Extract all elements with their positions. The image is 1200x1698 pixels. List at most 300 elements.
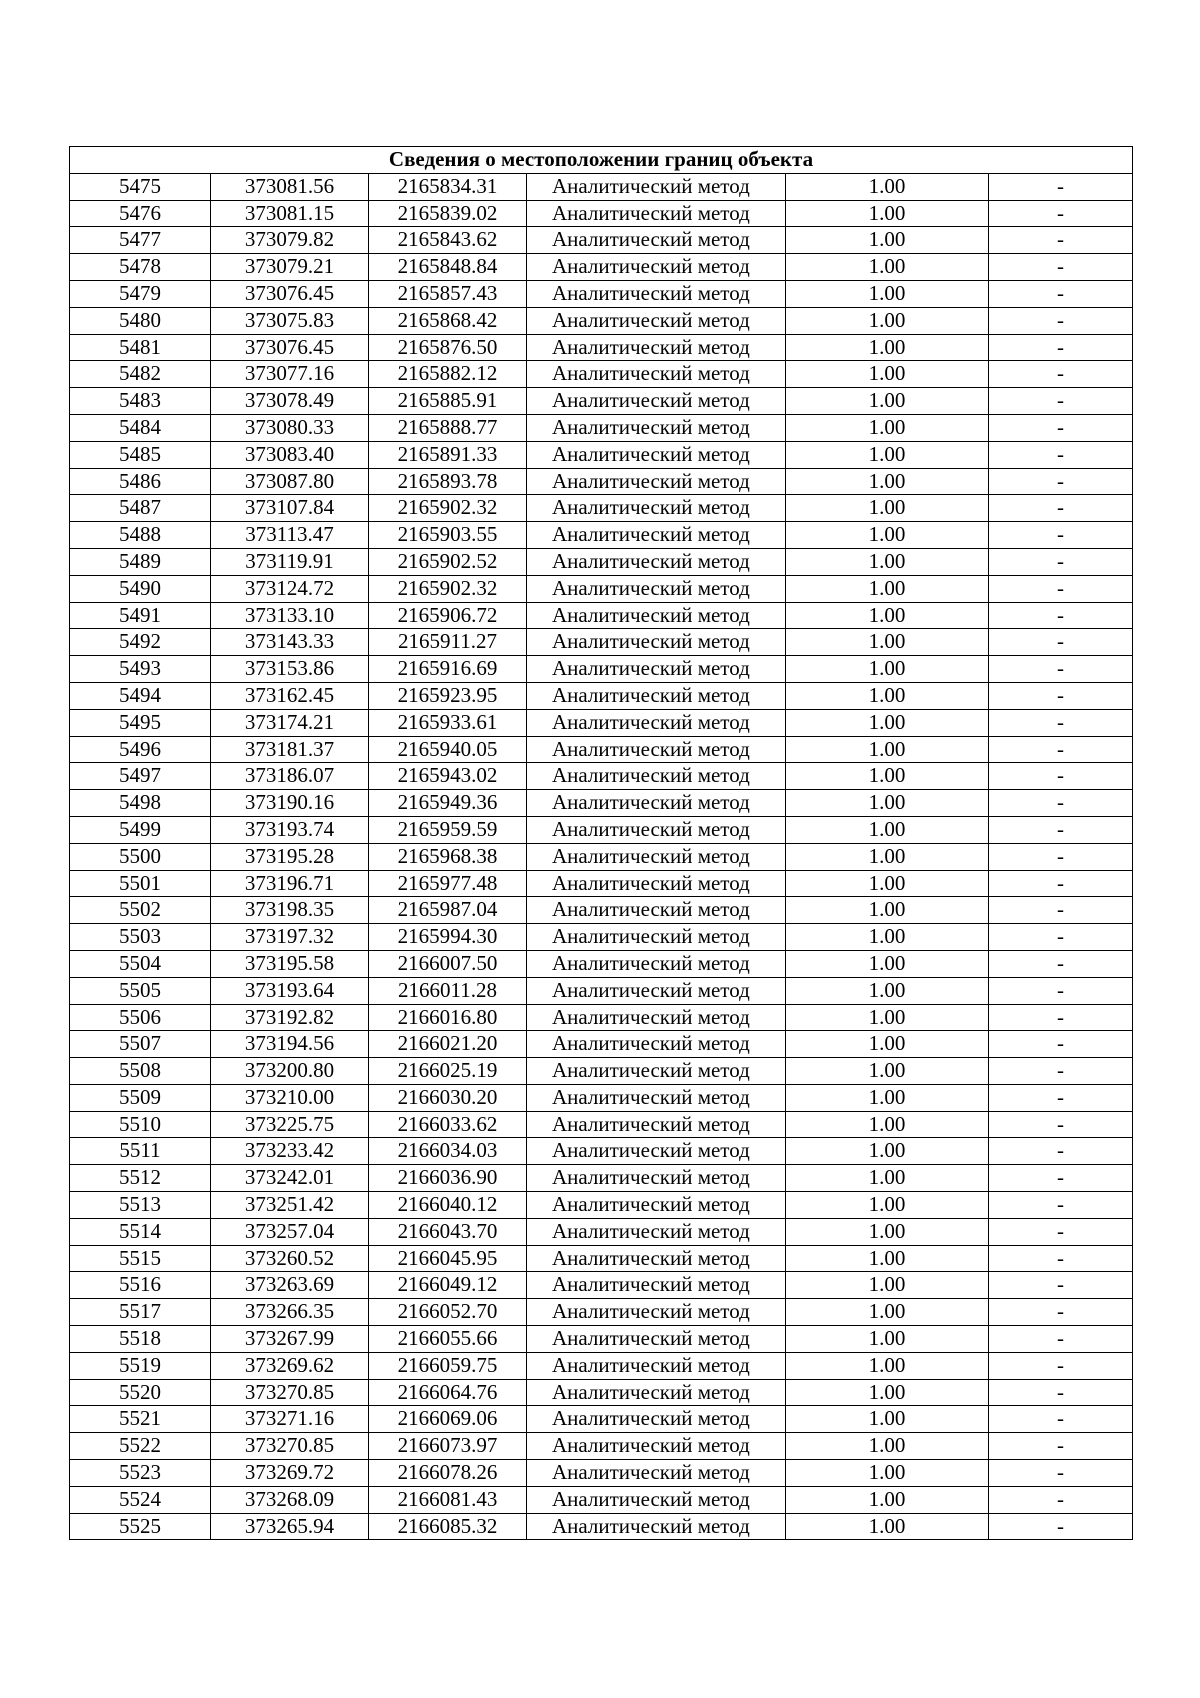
method-cell: Аналитический метод [527, 1084, 786, 1111]
accuracy-cell: 1.00 [786, 388, 989, 415]
description-cell: - [989, 1245, 1133, 1272]
method-cell: Аналитический метод [527, 763, 786, 790]
method-cell: Аналитический метод [527, 1326, 786, 1353]
accuracy-cell: 1.00 [786, 1218, 989, 1245]
y-coordinate-cell: 2165893.78 [369, 468, 527, 495]
description-cell: - [989, 1165, 1133, 1192]
x-coordinate-cell: 373107.84 [211, 495, 369, 522]
point-number-cell: 5505 [70, 977, 211, 1004]
description-cell: - [989, 1433, 1133, 1460]
y-coordinate-cell: 2166036.90 [369, 1165, 527, 1192]
table-row [70, 361, 1133, 388]
table-row [70, 575, 1133, 602]
accuracy-cell: 1.00 [786, 816, 989, 843]
x-coordinate-cell: 373265.94 [211, 1513, 369, 1540]
method-cell: Аналитический метод [527, 682, 786, 709]
y-coordinate-cell: 2165968.38 [369, 843, 527, 870]
point-number-cell: 5486 [70, 468, 211, 495]
point-number-cell: 5501 [70, 870, 211, 897]
x-coordinate-cell: 373195.28 [211, 843, 369, 870]
y-coordinate-cell: 2165834.31 [369, 173, 527, 200]
y-coordinate-cell: 2165902.52 [369, 548, 527, 575]
method-cell: Аналитический метод [527, 441, 786, 468]
description-cell: - [989, 1138, 1133, 1165]
method-cell: Аналитический метод [527, 736, 786, 763]
y-coordinate-cell: 2165977.48 [369, 870, 527, 897]
method-cell: Аналитический метод [527, 977, 786, 1004]
method-cell: Аналитический метод [527, 870, 786, 897]
y-coordinate-cell: 2166064.76 [369, 1379, 527, 1406]
point-number-cell: 5515 [70, 1245, 211, 1272]
point-number-cell: 5519 [70, 1352, 211, 1379]
point-number-cell: 5510 [70, 1111, 211, 1138]
description-cell: - [989, 1192, 1133, 1219]
x-coordinate-cell: 373257.04 [211, 1218, 369, 1245]
accuracy-cell: 1.00 [786, 254, 989, 281]
point-number-cell: 5511 [70, 1138, 211, 1165]
table-row [70, 736, 1133, 763]
x-coordinate-cell: 373133.10 [211, 602, 369, 629]
y-coordinate-cell: 2165848.84 [369, 254, 527, 281]
boundary-coordinates-table [69, 146, 1133, 1540]
x-coordinate-cell: 373153.86 [211, 656, 369, 683]
description-cell: - [989, 763, 1133, 790]
point-number-cell: 5493 [70, 656, 211, 683]
method-cell: Аналитический метод [527, 468, 786, 495]
accuracy-cell: 1.00 [786, 1433, 989, 1460]
point-number-cell: 5512 [70, 1165, 211, 1192]
description-cell: - [989, 682, 1133, 709]
method-cell: Аналитический метод [527, 709, 786, 736]
table-row [70, 1299, 1133, 1326]
description-cell: - [989, 656, 1133, 683]
method-cell: Аналитический метод [527, 924, 786, 951]
y-coordinate-cell: 2165903.55 [369, 522, 527, 549]
method-cell: Аналитический метод [527, 950, 786, 977]
point-number-cell: 5489 [70, 548, 211, 575]
y-coordinate-cell: 2166085.32 [369, 1513, 527, 1540]
point-number-cell: 5523 [70, 1460, 211, 1487]
point-number-cell: 5507 [70, 1031, 211, 1058]
method-cell: Аналитический метод [527, 656, 786, 683]
x-coordinate-cell: 373194.56 [211, 1031, 369, 1058]
y-coordinate-cell: 2166007.50 [369, 950, 527, 977]
point-number-cell: 5477 [70, 227, 211, 254]
description-cell: - [989, 1486, 1133, 1513]
accuracy-cell: 1.00 [786, 1084, 989, 1111]
accuracy-cell: 1.00 [786, 1513, 989, 1540]
accuracy-cell: 1.00 [786, 924, 989, 951]
description-cell: - [989, 1299, 1133, 1326]
point-number-cell: 5504 [70, 950, 211, 977]
table-row [70, 414, 1133, 441]
method-cell: Аналитический метод [527, 1058, 786, 1085]
point-number-cell: 5518 [70, 1326, 211, 1353]
table-row [70, 468, 1133, 495]
table-row [70, 227, 1133, 254]
accuracy-cell: 1.00 [786, 1352, 989, 1379]
point-number-cell: 5520 [70, 1379, 211, 1406]
description-cell: - [989, 1352, 1133, 1379]
point-number-cell: 5495 [70, 709, 211, 736]
point-number-cell: 5499 [70, 816, 211, 843]
method-cell: Аналитический метод [527, 1004, 786, 1031]
description-cell: - [989, 495, 1133, 522]
x-coordinate-cell: 373270.85 [211, 1379, 369, 1406]
point-number-cell: 5497 [70, 763, 211, 790]
x-coordinate-cell: 373113.47 [211, 522, 369, 549]
description-cell: - [989, 1406, 1133, 1433]
accuracy-cell: 1.00 [786, 709, 989, 736]
x-coordinate-cell: 373119.91 [211, 548, 369, 575]
x-coordinate-cell: 373077.16 [211, 361, 369, 388]
method-cell: Аналитический метод [527, 1299, 786, 1326]
description-cell: - [989, 414, 1133, 441]
method-cell: Аналитический метод [527, 307, 786, 334]
method-cell: Аналитический метод [527, 1406, 786, 1433]
accuracy-cell: 1.00 [786, 1192, 989, 1219]
table-row [70, 522, 1133, 549]
method-cell: Аналитический метод [527, 361, 786, 388]
table-row [70, 334, 1133, 361]
method-cell: Аналитический метод [527, 629, 786, 656]
x-coordinate-cell: 373263.69 [211, 1272, 369, 1299]
accuracy-cell: 1.00 [786, 736, 989, 763]
y-coordinate-cell: 2165933.61 [369, 709, 527, 736]
table-row [70, 870, 1133, 897]
accuracy-cell: 1.00 [786, 1111, 989, 1138]
method-cell: Аналитический метод [527, 790, 786, 817]
method-cell: Аналитический метод [527, 1138, 786, 1165]
y-coordinate-cell: 2165891.33 [369, 441, 527, 468]
y-coordinate-cell: 2166049.12 [369, 1272, 527, 1299]
x-coordinate-cell: 373242.01 [211, 1165, 369, 1192]
y-coordinate-cell: 2165940.05 [369, 736, 527, 763]
table-row [70, 897, 1133, 924]
y-coordinate-cell: 2165857.43 [369, 280, 527, 307]
description-cell: - [989, 388, 1133, 415]
table-row [70, 173, 1133, 200]
x-coordinate-cell: 373200.80 [211, 1058, 369, 1085]
point-number-cell: 5475 [70, 173, 211, 200]
point-number-cell: 5506 [70, 1004, 211, 1031]
table-title: Сведения о местоположении границ объекта [70, 147, 1133, 174]
point-number-cell: 5490 [70, 575, 211, 602]
table-row [70, 200, 1133, 227]
point-number-cell: 5517 [70, 1299, 211, 1326]
table-row [70, 977, 1133, 1004]
description-cell: - [989, 1326, 1133, 1353]
method-cell: Аналитический метод [527, 414, 786, 441]
method-cell: Аналитический метод [527, 602, 786, 629]
method-cell: Аналитический метод [527, 548, 786, 575]
point-number-cell: 5481 [70, 334, 211, 361]
x-coordinate-cell: 373269.72 [211, 1460, 369, 1487]
description-cell: - [989, 200, 1133, 227]
y-coordinate-cell: 2165949.36 [369, 790, 527, 817]
point-number-cell: 5488 [70, 522, 211, 549]
y-coordinate-cell: 2165902.32 [369, 495, 527, 522]
x-coordinate-cell: 373198.35 [211, 897, 369, 924]
description-cell: - [989, 1460, 1133, 1487]
accuracy-cell: 1.00 [786, 468, 989, 495]
point-number-cell: 5480 [70, 307, 211, 334]
accuracy-cell: 1.00 [786, 1486, 989, 1513]
accuracy-cell: 1.00 [786, 307, 989, 334]
y-coordinate-cell: 2166059.75 [369, 1352, 527, 1379]
accuracy-cell: 1.00 [786, 173, 989, 200]
x-coordinate-cell: 373210.00 [211, 1084, 369, 1111]
point-number-cell: 5513 [70, 1192, 211, 1219]
method-cell: Аналитический метод [527, 1111, 786, 1138]
x-coordinate-cell: 373269.62 [211, 1352, 369, 1379]
y-coordinate-cell: 2166045.95 [369, 1245, 527, 1272]
y-coordinate-cell: 2166016.80 [369, 1004, 527, 1031]
x-coordinate-cell: 373260.52 [211, 1245, 369, 1272]
point-number-cell: 5498 [70, 790, 211, 817]
table-row [70, 816, 1133, 843]
x-coordinate-cell: 373186.07 [211, 763, 369, 790]
point-number-cell: 5522 [70, 1433, 211, 1460]
accuracy-cell: 1.00 [786, 548, 989, 575]
point-number-cell: 5491 [70, 602, 211, 629]
method-cell: Аналитический метод [527, 388, 786, 415]
table-row [70, 656, 1133, 683]
table-row [70, 709, 1133, 736]
y-coordinate-cell: 2166040.12 [369, 1192, 527, 1219]
method-cell: Аналитический метод [527, 1218, 786, 1245]
y-coordinate-cell: 2165839.02 [369, 200, 527, 227]
description-cell: - [989, 897, 1133, 924]
method-cell: Аналитический метод [527, 897, 786, 924]
x-coordinate-cell: 373193.74 [211, 816, 369, 843]
description-cell: - [989, 1031, 1133, 1058]
accuracy-cell: 1.00 [786, 1165, 989, 1192]
description-cell: - [989, 1218, 1133, 1245]
table-body [70, 173, 1133, 1540]
table-row [70, 1058, 1133, 1085]
x-coordinate-cell: 373076.45 [211, 334, 369, 361]
description-cell: - [989, 602, 1133, 629]
point-number-cell: 5482 [70, 361, 211, 388]
accuracy-cell: 1.00 [786, 1299, 989, 1326]
y-coordinate-cell: 2165888.77 [369, 414, 527, 441]
method-cell: Аналитический метод [527, 1460, 786, 1487]
x-coordinate-cell: 373268.09 [211, 1486, 369, 1513]
x-coordinate-cell: 373193.64 [211, 977, 369, 1004]
method-cell: Аналитический метод [527, 280, 786, 307]
accuracy-cell: 1.00 [786, 575, 989, 602]
description-cell: - [989, 709, 1133, 736]
y-coordinate-cell: 2165959.59 [369, 816, 527, 843]
description-cell: - [989, 280, 1133, 307]
x-coordinate-cell: 373124.72 [211, 575, 369, 602]
x-coordinate-cell: 373233.42 [211, 1138, 369, 1165]
y-coordinate-cell: 2166081.43 [369, 1486, 527, 1513]
description-cell: - [989, 575, 1133, 602]
x-coordinate-cell: 373267.99 [211, 1326, 369, 1353]
x-coordinate-cell: 373075.83 [211, 307, 369, 334]
accuracy-cell: 1.00 [786, 1138, 989, 1165]
y-coordinate-cell: 2165987.04 [369, 897, 527, 924]
accuracy-cell: 1.00 [786, 1379, 989, 1406]
x-coordinate-cell: 373197.32 [211, 924, 369, 951]
description-cell: - [989, 1084, 1133, 1111]
description-cell: - [989, 816, 1133, 843]
table-row [70, 602, 1133, 629]
method-cell: Аналитический метод [527, 1245, 786, 1272]
point-number-cell: 5521 [70, 1406, 211, 1433]
method-cell: Аналитический метод [527, 1433, 786, 1460]
x-coordinate-cell: 373078.49 [211, 388, 369, 415]
method-cell: Аналитический метод [527, 200, 786, 227]
point-number-cell: 5487 [70, 495, 211, 522]
description-cell: - [989, 334, 1133, 361]
accuracy-cell: 1.00 [786, 1326, 989, 1353]
table-row [70, 307, 1133, 334]
table-row [70, 1272, 1133, 1299]
y-coordinate-cell: 2165906.72 [369, 602, 527, 629]
description-cell: - [989, 441, 1133, 468]
table-row [70, 1379, 1133, 1406]
y-coordinate-cell: 2166078.26 [369, 1460, 527, 1487]
method-cell: Аналитический метод [527, 334, 786, 361]
table-row [70, 1192, 1133, 1219]
y-coordinate-cell: 2166069.06 [369, 1406, 527, 1433]
y-coordinate-cell: 2165843.62 [369, 227, 527, 254]
x-coordinate-cell: 373271.16 [211, 1406, 369, 1433]
table-row [70, 1031, 1133, 1058]
accuracy-cell: 1.00 [786, 1004, 989, 1031]
description-cell: - [989, 307, 1133, 334]
x-coordinate-cell: 373174.21 [211, 709, 369, 736]
x-coordinate-cell: 373083.40 [211, 441, 369, 468]
description-cell: - [989, 548, 1133, 575]
method-cell: Аналитический метод [527, 843, 786, 870]
y-coordinate-cell: 2166043.70 [369, 1218, 527, 1245]
table-row [70, 1245, 1133, 1272]
x-coordinate-cell: 373251.42 [211, 1192, 369, 1219]
point-number-cell: 5484 [70, 414, 211, 441]
y-coordinate-cell: 2165994.30 [369, 924, 527, 951]
point-number-cell: 5492 [70, 629, 211, 656]
table-row [70, 441, 1133, 468]
table-row [70, 1004, 1133, 1031]
table-row [70, 682, 1133, 709]
point-number-cell: 5525 [70, 1513, 211, 1540]
method-cell: Аналитический метод [527, 1379, 786, 1406]
point-number-cell: 5508 [70, 1058, 211, 1085]
description-cell: - [989, 950, 1133, 977]
point-number-cell: 5496 [70, 736, 211, 763]
y-coordinate-cell: 2165943.02 [369, 763, 527, 790]
description-cell: - [989, 1272, 1133, 1299]
table-row [70, 280, 1133, 307]
method-cell: Аналитический метод [527, 495, 786, 522]
table-row [70, 495, 1133, 522]
y-coordinate-cell: 2166025.19 [369, 1058, 527, 1085]
point-number-cell: 5509 [70, 1084, 211, 1111]
y-coordinate-cell: 2166033.62 [369, 1111, 527, 1138]
method-cell: Аналитический метод [527, 254, 786, 281]
x-coordinate-cell: 373081.15 [211, 200, 369, 227]
accuracy-cell: 1.00 [786, 280, 989, 307]
method-cell: Аналитический метод [527, 1031, 786, 1058]
point-number-cell: 5494 [70, 682, 211, 709]
method-cell: Аналитический метод [527, 1352, 786, 1379]
y-coordinate-cell: 2165885.91 [369, 388, 527, 415]
description-cell: - [989, 522, 1133, 549]
y-coordinate-cell: 2165911.27 [369, 629, 527, 656]
accuracy-cell: 1.00 [786, 977, 989, 1004]
accuracy-cell: 1.00 [786, 1272, 989, 1299]
point-number-cell: 5503 [70, 924, 211, 951]
accuracy-cell: 1.00 [786, 629, 989, 656]
method-cell: Аналитический метод [527, 575, 786, 602]
method-cell: Аналитический метод [527, 816, 786, 843]
table-title-row [70, 147, 1133, 174]
y-coordinate-cell: 2165916.69 [369, 656, 527, 683]
accuracy-cell: 1.00 [786, 682, 989, 709]
x-coordinate-cell: 373079.82 [211, 227, 369, 254]
accuracy-cell: 1.00 [786, 1245, 989, 1272]
point-number-cell: 5500 [70, 843, 211, 870]
accuracy-cell: 1.00 [786, 414, 989, 441]
table-row [70, 548, 1133, 575]
method-cell: Аналитический метод [527, 1513, 786, 1540]
description-cell: - [989, 629, 1133, 656]
description-cell: - [989, 227, 1133, 254]
table-row [70, 1460, 1133, 1487]
description-cell: - [989, 1058, 1133, 1085]
point-number-cell: 5514 [70, 1218, 211, 1245]
method-cell: Аналитический метод [527, 1486, 786, 1513]
table-row [70, 1111, 1133, 1138]
x-coordinate-cell: 373266.35 [211, 1299, 369, 1326]
accuracy-cell: 1.00 [786, 334, 989, 361]
point-number-cell: 5502 [70, 897, 211, 924]
accuracy-cell: 1.00 [786, 441, 989, 468]
point-number-cell: 5476 [70, 200, 211, 227]
x-coordinate-cell: 373192.82 [211, 1004, 369, 1031]
table-row [70, 254, 1133, 281]
x-coordinate-cell: 373080.33 [211, 414, 369, 441]
method-cell: Аналитический метод [527, 173, 786, 200]
x-coordinate-cell: 373079.21 [211, 254, 369, 281]
method-cell: Аналитический метод [527, 227, 786, 254]
method-cell: Аналитический метод [527, 1192, 786, 1219]
accuracy-cell: 1.00 [786, 843, 989, 870]
accuracy-cell: 1.00 [786, 495, 989, 522]
accuracy-cell: 1.00 [786, 656, 989, 683]
description-cell: - [989, 1111, 1133, 1138]
accuracy-cell: 1.00 [786, 1460, 989, 1487]
table-row [70, 924, 1133, 951]
table-row [70, 950, 1133, 977]
accuracy-cell: 1.00 [786, 950, 989, 977]
y-coordinate-cell: 2166034.03 [369, 1138, 527, 1165]
description-cell: - [989, 977, 1133, 1004]
description-cell: - [989, 173, 1133, 200]
table-row [70, 1084, 1133, 1111]
x-coordinate-cell: 373181.37 [211, 736, 369, 763]
table-row [70, 388, 1133, 415]
y-coordinate-cell: 2165882.12 [369, 361, 527, 388]
x-coordinate-cell: 373162.45 [211, 682, 369, 709]
table-row [70, 1218, 1133, 1245]
table-row [70, 763, 1133, 790]
accuracy-cell: 1.00 [786, 763, 989, 790]
